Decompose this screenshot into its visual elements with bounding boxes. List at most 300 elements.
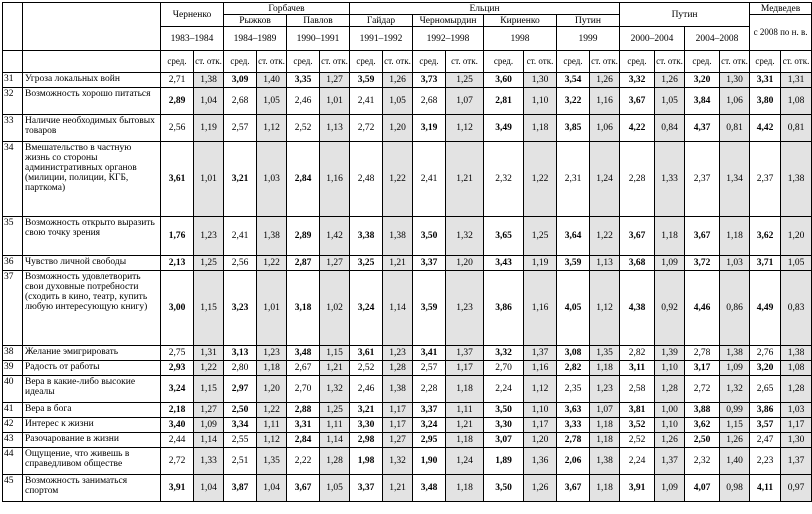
sd-cell: 1,23 xyxy=(446,271,484,346)
row-number: 36 xyxy=(3,256,23,271)
mean-cell: 3,67 xyxy=(287,475,320,502)
sd-cell: 1,12 xyxy=(446,115,484,142)
sd-cell: 1,09 xyxy=(655,256,685,271)
table-row xyxy=(3,448,812,475)
header-sd: ст. отк. xyxy=(194,51,224,73)
sd-cell: 1,42 xyxy=(320,217,350,256)
mean-cell: 3,20 xyxy=(750,361,781,376)
sd-cell: 1,18 xyxy=(590,418,620,433)
mean-cell: 3,86 xyxy=(484,271,524,346)
mean-cell: 2,44 xyxy=(161,433,194,448)
sd-cell: 1,19 xyxy=(524,256,557,271)
sd-cell: 1,13 xyxy=(590,256,620,271)
row-label: Возможность хорошо питаться xyxy=(23,88,161,115)
row-number: 45 xyxy=(3,475,23,502)
sd-cell: 1,31 xyxy=(781,73,812,88)
header-leader-gorbachev: Горбачев xyxy=(224,3,350,15)
header-mean: сред. xyxy=(484,51,524,73)
header-period: 1984–1989 xyxy=(224,27,287,51)
header-mean: сред. xyxy=(350,51,383,73)
mean-cell: 3,87 xyxy=(224,475,257,502)
sd-cell: 1,15 xyxy=(194,376,224,403)
header-sd: ст. отк. xyxy=(446,51,484,73)
sd-cell: 1,04 xyxy=(257,475,287,502)
mean-cell: 2,72 xyxy=(350,115,383,142)
sd-cell: 1,22 xyxy=(590,217,620,256)
mean-cell: 4,38 xyxy=(620,271,655,346)
mean-cell: 2,57 xyxy=(413,361,446,376)
sd-cell: 1,35 xyxy=(590,346,620,361)
mean-cell: 2,84 xyxy=(287,142,320,217)
mean-cell: 3,32 xyxy=(484,346,524,361)
mean-cell: 3,67 xyxy=(557,475,590,502)
header-leader-yeltsin: Ельцин xyxy=(350,3,620,15)
mean-cell: 3,19 xyxy=(413,115,446,142)
sd-cell: 1,38 xyxy=(257,217,287,256)
sd-cell: 1,04 xyxy=(194,88,224,115)
mean-cell: 3,40 xyxy=(161,418,194,433)
header-period: 1983–1984 xyxy=(161,27,224,51)
mean-cell: 2,71 xyxy=(161,73,194,88)
row-number: 39 xyxy=(3,361,23,376)
row-number: 38 xyxy=(3,346,23,361)
mean-cell: 2,46 xyxy=(350,376,383,403)
mean-cell: 2,18 xyxy=(161,403,194,418)
sd-cell: 1,10 xyxy=(655,361,685,376)
mean-cell: 3,00 xyxy=(161,271,194,346)
mean-cell: 3,11 xyxy=(620,361,655,376)
mean-cell: 2,87 xyxy=(287,256,320,271)
mean-cell: 4,22 xyxy=(620,115,655,142)
sd-cell: 1,26 xyxy=(524,475,557,502)
row-label: Возможность удовлетворить свои духовные потребности (сходить в кино, театр, купить любую интересующую книгу) xyxy=(23,271,161,346)
sd-cell: 1,38 xyxy=(781,142,812,217)
mean-cell: 1,76 xyxy=(161,217,194,256)
row-number: 31 xyxy=(3,73,23,88)
mean-cell: 1,89 xyxy=(484,448,524,475)
mean-cell: 3,54 xyxy=(557,73,590,88)
header-premier-putin: Путин xyxy=(557,15,620,27)
mean-cell: 3,35 xyxy=(287,73,320,88)
mean-cell: 1,90 xyxy=(413,448,446,475)
mean-cell: 2,57 xyxy=(224,115,257,142)
sd-cell: 1,31 xyxy=(194,346,224,361)
mean-cell: 3,63 xyxy=(557,403,590,418)
sd-cell: 1,23 xyxy=(194,217,224,256)
mean-cell: 2,41 xyxy=(224,217,257,256)
header-premier-gaidar: Гайдар xyxy=(350,15,413,27)
header-mean: сред. xyxy=(287,51,320,73)
sd-cell: 1,16 xyxy=(590,88,620,115)
mean-cell: 2,97 xyxy=(224,376,257,403)
mean-cell: 3,71 xyxy=(750,256,781,271)
sd-cell: 1,18 xyxy=(446,475,484,502)
mean-cell: 2,22 xyxy=(287,448,320,475)
row-label: Возможность открыто выразить свою точку зрения xyxy=(23,217,161,256)
mean-cell: 3,30 xyxy=(350,418,383,433)
mean-cell: 2,35 xyxy=(557,376,590,403)
sd-cell: 1,38 xyxy=(383,217,413,256)
mean-cell: 2,78 xyxy=(557,433,590,448)
sd-cell: 0,99 xyxy=(720,403,750,418)
sd-cell: 1,10 xyxy=(524,403,557,418)
mean-cell: 4,07 xyxy=(685,475,720,502)
mean-cell: 4,42 xyxy=(750,115,781,142)
header-mean: сред. xyxy=(685,51,720,73)
sd-cell: 1,06 xyxy=(720,88,750,115)
header-period: 1999 xyxy=(557,27,620,51)
header-leader-medvedev: Медведев xyxy=(750,3,812,15)
table-row xyxy=(3,142,812,217)
sd-cell: 1,13 xyxy=(320,115,350,142)
header-mean: сред. xyxy=(620,51,655,73)
sd-cell: 1,17 xyxy=(383,403,413,418)
header-premier-chernomyrdin: Черномырдин xyxy=(413,15,484,27)
header-period: с 2008 по н. в. xyxy=(750,15,812,51)
row-number: 41 xyxy=(3,403,23,418)
sd-cell: 1,22 xyxy=(257,256,287,271)
table-row xyxy=(3,403,812,418)
sd-cell: 1,35 xyxy=(257,448,287,475)
sd-cell: 1,39 xyxy=(655,346,685,361)
mean-cell: 2,06 xyxy=(557,448,590,475)
sd-cell: 1,18 xyxy=(257,361,287,376)
sd-cell: 1,16 xyxy=(524,271,557,346)
mean-cell: 3,81 xyxy=(620,403,655,418)
header-sd: ст. отк. xyxy=(320,51,350,73)
sd-cell: 1,21 xyxy=(320,361,350,376)
sd-cell: 1,09 xyxy=(655,475,685,502)
sd-cell: 1,18 xyxy=(524,115,557,142)
sd-cell: 1,08 xyxy=(781,361,812,376)
sd-cell: 1,14 xyxy=(194,433,224,448)
mean-cell: 3,37 xyxy=(350,475,383,502)
sd-cell: 1,23 xyxy=(257,346,287,361)
mean-cell: 2,52 xyxy=(620,433,655,448)
mean-cell: 2,78 xyxy=(685,346,720,361)
sd-cell: 1,12 xyxy=(524,376,557,403)
mean-cell: 1,98 xyxy=(350,448,383,475)
sd-cell: 1,40 xyxy=(257,73,287,88)
mean-cell: 2,52 xyxy=(350,361,383,376)
mean-cell: 3,17 xyxy=(685,361,720,376)
sd-cell: 1,16 xyxy=(320,142,350,217)
row-label: Разочарование в жизни xyxy=(23,433,161,448)
sd-cell: 1,22 xyxy=(257,403,287,418)
sd-cell: 1,34 xyxy=(720,142,750,217)
mean-cell: 3,32 xyxy=(620,73,655,88)
header-sd: ст. отк. xyxy=(655,51,685,73)
mean-cell: 2,88 xyxy=(287,403,320,418)
mean-cell: 2,37 xyxy=(750,142,781,217)
sd-cell: 1,22 xyxy=(524,142,557,217)
mean-cell: 3,73 xyxy=(413,73,446,88)
row-number: 32 xyxy=(3,88,23,115)
mean-cell: 3,64 xyxy=(557,217,590,256)
sd-cell: 1,20 xyxy=(446,256,484,271)
sd-cell: 1,24 xyxy=(590,142,620,217)
sd-cell: 1,32 xyxy=(720,376,750,403)
mean-cell: 3,18 xyxy=(287,271,320,346)
header-mean: сред. xyxy=(750,51,781,73)
mean-cell: 2,89 xyxy=(287,217,320,256)
mean-cell: 2,68 xyxy=(224,88,257,115)
sd-cell: 0,86 xyxy=(720,271,750,346)
mean-cell: 2,56 xyxy=(161,115,194,142)
sd-cell: 1,07 xyxy=(590,403,620,418)
mean-cell: 2,98 xyxy=(350,433,383,448)
mean-cell: 2,67 xyxy=(287,361,320,376)
header-sd: ст. отк. xyxy=(383,51,413,73)
table-body xyxy=(3,73,812,502)
sd-cell: 1,17 xyxy=(524,418,557,433)
row-label: Чувство личной свободы xyxy=(23,256,161,271)
mean-cell: 3,37 xyxy=(413,256,446,271)
sd-cell: 1,38 xyxy=(383,376,413,403)
sd-cell: 1,12 xyxy=(257,115,287,142)
sd-cell: 1,40 xyxy=(720,448,750,475)
header-premier-kiriyenko: Кириенко xyxy=(484,15,557,27)
sd-cell: 0,92 xyxy=(655,271,685,346)
mean-cell: 4,11 xyxy=(750,475,781,502)
sd-cell: 1,15 xyxy=(720,418,750,433)
mean-cell: 3,67 xyxy=(620,217,655,256)
sd-cell: 1,18 xyxy=(720,217,750,256)
mean-cell: 2,75 xyxy=(161,346,194,361)
header-premier-pavlov: Павлов xyxy=(287,15,350,27)
sd-cell: 1,27 xyxy=(320,256,350,271)
sd-cell: 1,05 xyxy=(383,88,413,115)
mean-cell: 3,50 xyxy=(484,403,524,418)
sd-cell: 0,83 xyxy=(781,271,812,346)
table-row xyxy=(3,271,812,346)
mean-cell: 3,20 xyxy=(685,73,720,88)
mean-cell: 2,80 xyxy=(224,361,257,376)
mean-cell: 3,62 xyxy=(750,217,781,256)
sd-cell: 1,01 xyxy=(194,142,224,217)
sd-cell: 1,18 xyxy=(590,433,620,448)
mean-cell: 3,23 xyxy=(224,271,257,346)
row-label: Радость от работы xyxy=(23,361,161,376)
mean-cell: 3,86 xyxy=(750,403,781,418)
sd-cell: 1,09 xyxy=(194,418,224,433)
table-row xyxy=(3,346,812,361)
row-label: Интерес к жизни xyxy=(23,418,161,433)
sd-cell: 1,00 xyxy=(655,403,685,418)
sd-cell: 1,27 xyxy=(194,403,224,418)
sd-cell: 0,81 xyxy=(720,115,750,142)
mean-cell: 3,59 xyxy=(350,73,383,88)
mean-cell: 3,67 xyxy=(685,217,720,256)
mean-cell: 3,85 xyxy=(557,115,590,142)
mean-cell: 3,31 xyxy=(750,73,781,88)
mean-cell: 3,34 xyxy=(224,418,257,433)
sd-cell: 1,23 xyxy=(383,346,413,361)
sd-cell: 1,28 xyxy=(655,376,685,403)
mean-cell: 2,32 xyxy=(685,448,720,475)
row-number: 34 xyxy=(3,142,23,217)
mean-cell: 3,24 xyxy=(413,418,446,433)
mean-cell: 3,33 xyxy=(557,418,590,433)
sd-cell: 1,20 xyxy=(524,433,557,448)
mean-cell: 3,21 xyxy=(350,403,383,418)
header-sd: ст. отк. xyxy=(524,51,557,73)
sd-cell: 1,19 xyxy=(194,115,224,142)
sd-cell: 1,20 xyxy=(781,217,812,256)
sd-cell: 1,01 xyxy=(320,88,350,115)
sd-cell: 1,33 xyxy=(655,142,685,217)
sd-cell: 1,25 xyxy=(194,256,224,271)
sd-cell: 1,07 xyxy=(446,88,484,115)
mean-cell: 3,91 xyxy=(161,475,194,502)
row-label: Желание эмигрировать xyxy=(23,346,161,361)
mean-cell: 3,38 xyxy=(350,217,383,256)
sd-cell: 1,17 xyxy=(781,418,812,433)
mean-cell: 2,48 xyxy=(350,142,383,217)
table-row xyxy=(3,115,812,142)
sd-cell: 1,03 xyxy=(781,403,812,418)
mean-cell: 4,05 xyxy=(557,271,590,346)
table-row xyxy=(3,217,812,256)
sd-cell: 1,22 xyxy=(194,361,224,376)
sd-cell: 1,26 xyxy=(655,73,685,88)
mean-cell: 2,51 xyxy=(224,448,257,475)
mean-cell: 2,46 xyxy=(287,88,320,115)
sd-cell: 1,38 xyxy=(194,73,224,88)
header-blank xyxy=(23,51,161,73)
sd-cell: 1,18 xyxy=(655,217,685,256)
sd-cell: 1,37 xyxy=(524,346,557,361)
mean-cell: 4,49 xyxy=(750,271,781,346)
table-row xyxy=(3,361,812,376)
mean-cell: 3,21 xyxy=(224,142,257,217)
mean-cell: 3,52 xyxy=(620,418,655,433)
row-label: Вмешательство в частную жизнь со стороны административных органов (милиции, полиции, КГБ, парткома) xyxy=(23,142,161,217)
table-header xyxy=(3,3,812,73)
sd-cell: 1,33 xyxy=(194,448,224,475)
sd-cell: 1,25 xyxy=(446,73,484,88)
sd-cell: 1,11 xyxy=(446,403,484,418)
sd-cell: 1,09 xyxy=(720,361,750,376)
sd-cell: 1,26 xyxy=(590,73,620,88)
mean-cell: 3,30 xyxy=(484,418,524,433)
mean-cell: 3,24 xyxy=(350,271,383,346)
mean-cell: 3,49 xyxy=(484,115,524,142)
mean-cell: 2,82 xyxy=(620,346,655,361)
mean-cell: 2,89 xyxy=(161,88,194,115)
mean-cell: 2,70 xyxy=(484,361,524,376)
mean-cell: 3,48 xyxy=(287,346,320,361)
header-mean: сред. xyxy=(161,51,194,73)
mean-cell: 3,22 xyxy=(557,88,590,115)
sd-cell: 1,25 xyxy=(320,403,350,418)
sd-cell: 1,14 xyxy=(383,271,413,346)
mean-cell: 2,13 xyxy=(161,256,194,271)
sd-cell: 0,81 xyxy=(781,115,812,142)
row-number: 42 xyxy=(3,418,23,433)
mean-cell: 3,72 xyxy=(685,256,720,271)
header-leader-chernenko: Черненко xyxy=(161,3,224,27)
mean-cell: 2,56 xyxy=(224,256,257,271)
row-number: 40 xyxy=(3,376,23,403)
mean-cell: 3,50 xyxy=(484,475,524,502)
header-period: 2000–2004 xyxy=(620,27,685,51)
mean-cell: 3,48 xyxy=(413,475,446,502)
sd-cell: 1,10 xyxy=(655,418,685,433)
row-number: 37 xyxy=(3,271,23,346)
sd-cell: 0,97 xyxy=(781,475,812,502)
header-mean: сред. xyxy=(224,51,257,73)
mean-cell: 2,70 xyxy=(287,376,320,403)
mean-cell: 4,46 xyxy=(685,271,720,346)
row-label: Ощущение, что живешь в справедливом обществе xyxy=(23,448,161,475)
sd-cell: 1,28 xyxy=(383,361,413,376)
mean-cell: 2,72 xyxy=(685,376,720,403)
mean-cell: 3,68 xyxy=(620,256,655,271)
mean-cell: 2,52 xyxy=(287,115,320,142)
sd-cell: 1,01 xyxy=(257,271,287,346)
sd-cell: 1,05 xyxy=(320,475,350,502)
sd-cell: 1,24 xyxy=(446,448,484,475)
mean-cell: 3,65 xyxy=(484,217,524,256)
header-period: 2004–2008 xyxy=(685,27,750,51)
mean-cell: 2,28 xyxy=(620,142,655,217)
sd-cell: 1,04 xyxy=(194,475,224,502)
sd-cell: 1,17 xyxy=(383,418,413,433)
sd-cell: 1,26 xyxy=(655,433,685,448)
header-sd: ст. отк. xyxy=(257,51,287,73)
mean-cell: 2,72 xyxy=(161,448,194,475)
mean-cell: 2,93 xyxy=(161,361,194,376)
sd-cell: 1,14 xyxy=(320,433,350,448)
sd-cell: 1,08 xyxy=(781,88,812,115)
sd-cell: 1,27 xyxy=(320,73,350,88)
sd-cell: 1,18 xyxy=(590,475,620,502)
mean-cell: 3,08 xyxy=(557,346,590,361)
sd-cell: 1,22 xyxy=(383,142,413,217)
table-row xyxy=(3,88,812,115)
sd-cell: 1,18 xyxy=(446,433,484,448)
row-label: Наличие необходимых бытовых товаров xyxy=(23,115,161,142)
mean-cell: 2,55 xyxy=(224,433,257,448)
sd-cell: 1,18 xyxy=(446,376,484,403)
sd-cell: 1,36 xyxy=(524,448,557,475)
sd-cell: 1,37 xyxy=(781,448,812,475)
mean-cell: 2,47 xyxy=(750,433,781,448)
sd-cell: 1,03 xyxy=(257,142,287,217)
table-row xyxy=(3,418,812,433)
header-period: 1992–1998 xyxy=(413,27,484,51)
mean-cell: 3,25 xyxy=(350,256,383,271)
header-sd: ст. отк. xyxy=(781,51,812,73)
mean-cell: 2,81 xyxy=(484,88,524,115)
sd-cell: 1,05 xyxy=(257,88,287,115)
mean-cell: 3,61 xyxy=(350,346,383,361)
row-label: Угроза локальных войн xyxy=(23,73,161,88)
sd-cell: 1,21 xyxy=(446,142,484,217)
mean-cell: 3,91 xyxy=(620,475,655,502)
sd-cell: 1,15 xyxy=(194,271,224,346)
sd-cell: 1,26 xyxy=(720,433,750,448)
header-blank-label xyxy=(23,3,161,51)
header-mean: сред. xyxy=(413,51,446,73)
header-sd: ст. отк. xyxy=(720,51,750,73)
header-premier-ryzhkov: Рыжков xyxy=(224,15,287,27)
mean-cell: 3,61 xyxy=(161,142,194,217)
header-period: 1998 xyxy=(484,27,557,51)
sd-cell: 1,15 xyxy=(320,346,350,361)
sd-cell: 1,32 xyxy=(320,376,350,403)
